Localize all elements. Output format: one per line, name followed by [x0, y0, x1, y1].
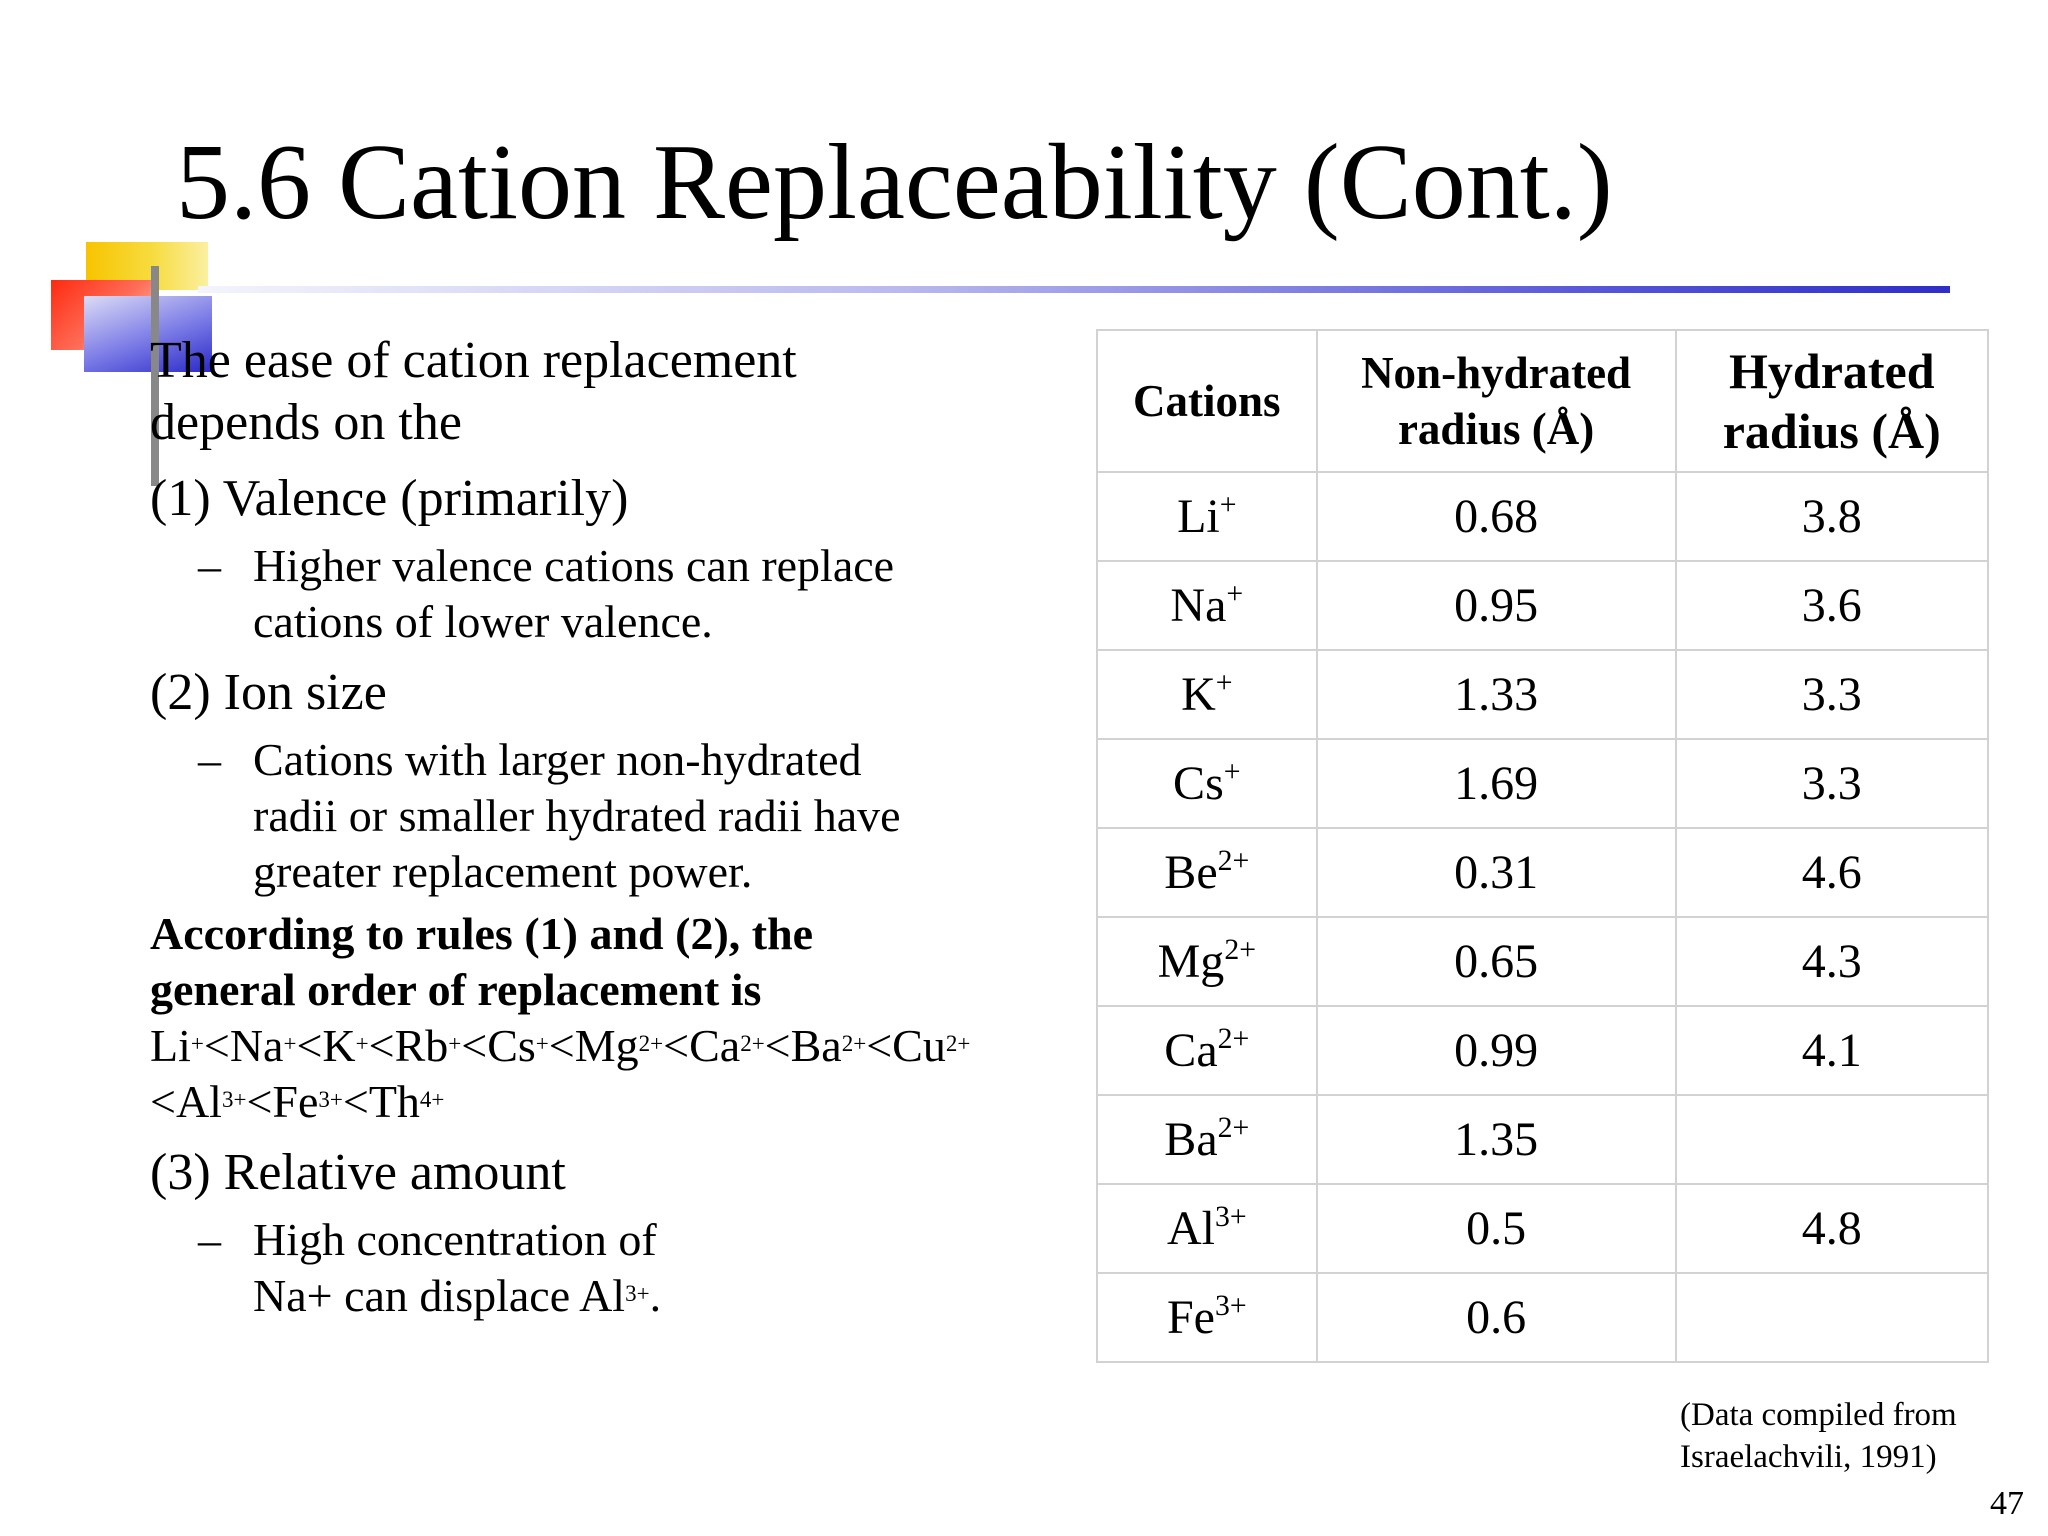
title-underline-decoration	[198, 286, 1950, 293]
order-ion: Ca	[689, 1020, 741, 1071]
cell-non-hydrated-radius: 1.35	[1317, 1095, 1676, 1184]
cell-hydrated-radius: 3.6	[1676, 561, 1988, 650]
factor-1-label: (1) Valence (primarily)	[150, 470, 629, 527]
cell-cation: $Ba^{2+}$	[1097, 1095, 1317, 1184]
factor-1-detail: – Higher valence cations can replace cations of lower valence.	[198, 540, 895, 647]
cell-cation: Li+	[1097, 472, 1317, 561]
data-source-note: (Data compiled from Israelachvili, 1991)	[1680, 1397, 1957, 1475]
page-number: 47	[1990, 1485, 2024, 1522]
table-row	[1097, 739, 1988, 828]
cell-hydrated-radius: 3.8	[1676, 472, 1988, 561]
cation-radius-table	[1096, 329, 1989, 1363]
table-row	[1097, 828, 1988, 917]
order-ion: <Fe	[246, 1076, 319, 1127]
table-row	[1097, 650, 1988, 739]
order-ion: <Th	[342, 1076, 420, 1127]
cell-non-hydrated-radius: 0.31	[1317, 828, 1676, 917]
table-row	[1097, 472, 1988, 561]
dash-bullet: –	[198, 1214, 221, 1265]
order-ion: Cu	[892, 1020, 946, 1071]
cell-non-hydrated-radius: 0.95	[1317, 561, 1676, 650]
order-ion: Rb	[394, 1020, 449, 1071]
cell-cation: K+	[1097, 650, 1317, 739]
order-ion: Cs	[487, 1020, 536, 1071]
factor-2-detail: – Cations with larger non-hydrated radii or smaller hydrated radii have greater replacement power.	[198, 734, 901, 897]
cell-hydrated-radius	[1676, 1095, 1988, 1184]
table-row	[1097, 1095, 1988, 1184]
table-row	[1097, 561, 1988, 650]
replacement-order-line-2: $<Al^{3+}<Fe^{3+}<Th^{4+}$	[150, 1076, 445, 1127]
rule-statement: According to rules (1) and (2), the general order of replacement is	[150, 908, 814, 1015]
cell-non-hydrated-radius: 1.69	[1317, 739, 1676, 828]
cell-non-hydrated-radius: 0.99	[1317, 1006, 1676, 1095]
order-ion: Ba	[790, 1020, 842, 1071]
replacement-order	[150, 1018, 1030, 1130]
cell-non-hydrated-radius: 1.33	[1317, 650, 1676, 739]
order-ion: Mg	[574, 1020, 639, 1071]
cell-non-hydrated-radius: 0.5	[1317, 1184, 1676, 1273]
cell-non-hydrated-radius: 0.65	[1317, 917, 1676, 1006]
header-non-hydrated-radius: Non-hydrated radius (Å)	[1317, 330, 1676, 472]
cell-cation: Na+	[1097, 561, 1317, 650]
cell-cation: $Fe^{3+}$	[1097, 1273, 1317, 1362]
table-row	[1097, 1273, 1988, 1362]
cell-hydrated-radius: 4.8	[1676, 1184, 1988, 1273]
cell-hydrated-radius: 3.3	[1676, 650, 1988, 739]
table-row	[1097, 917, 1988, 1006]
table-header-row	[1097, 330, 1988, 472]
table-body	[1097, 472, 1988, 1362]
header-cations: Cations	[1097, 330, 1317, 472]
intro-text: The ease of cation replacement depends on the	[150, 332, 797, 451]
order-ion: K	[322, 1020, 356, 1071]
cell-non-hydrated-radius: 0.68	[1317, 472, 1676, 561]
factor-3-detail: – High concentration of Na+ can displace $Al^{3+}$.	[198, 1214, 662, 1321]
cell-non-hydrated-radius: 0.6	[1317, 1273, 1676, 1362]
factor-3-label: (3) Relative amount	[150, 1144, 566, 1201]
factor-2-label: (2) Ion size	[150, 664, 387, 721]
order-ion: <Al	[150, 1076, 222, 1127]
cell-cation: $Mg^{2+}$	[1097, 917, 1317, 1006]
cell-cation: $Be^{2+}$	[1097, 828, 1317, 917]
header-hydrated-radius: Hydrated radius (Å)	[1676, 330, 1988, 472]
order-ion: Li	[150, 1020, 191, 1071]
body-text	[150, 330, 1030, 1324]
cell-hydrated-radius: 3.3	[1676, 739, 1988, 828]
cell-hydrated-radius: 4.6	[1676, 828, 1988, 917]
replacement-order-line-1: $Li^+<Na^+<K^+<Rb^+<Cs^+<Mg^{2+}<Ca^{2+}<Ba^{2+}<Cu^{2+}$	[150, 1020, 971, 1071]
cell-hydrated-radius: 4.3	[1676, 917, 1988, 1006]
table-row	[1097, 1184, 1988, 1273]
dash-bullet: –	[198, 540, 221, 591]
slide-title: 5.6 Cation Replaceability (Cont.)	[176, 123, 1613, 242]
cell-cation: $Ca^{2+}$	[1097, 1006, 1317, 1095]
dash-bullet: –	[198, 734, 221, 785]
cell-hydrated-radius	[1676, 1273, 1988, 1362]
cell-cation: $Al^{3+}$	[1097, 1184, 1317, 1273]
order-ion: Na	[229, 1020, 284, 1071]
table-row	[1097, 1006, 1988, 1095]
cell-hydrated-radius: 4.1	[1676, 1006, 1988, 1095]
cell-cation: Cs+	[1097, 739, 1317, 828]
